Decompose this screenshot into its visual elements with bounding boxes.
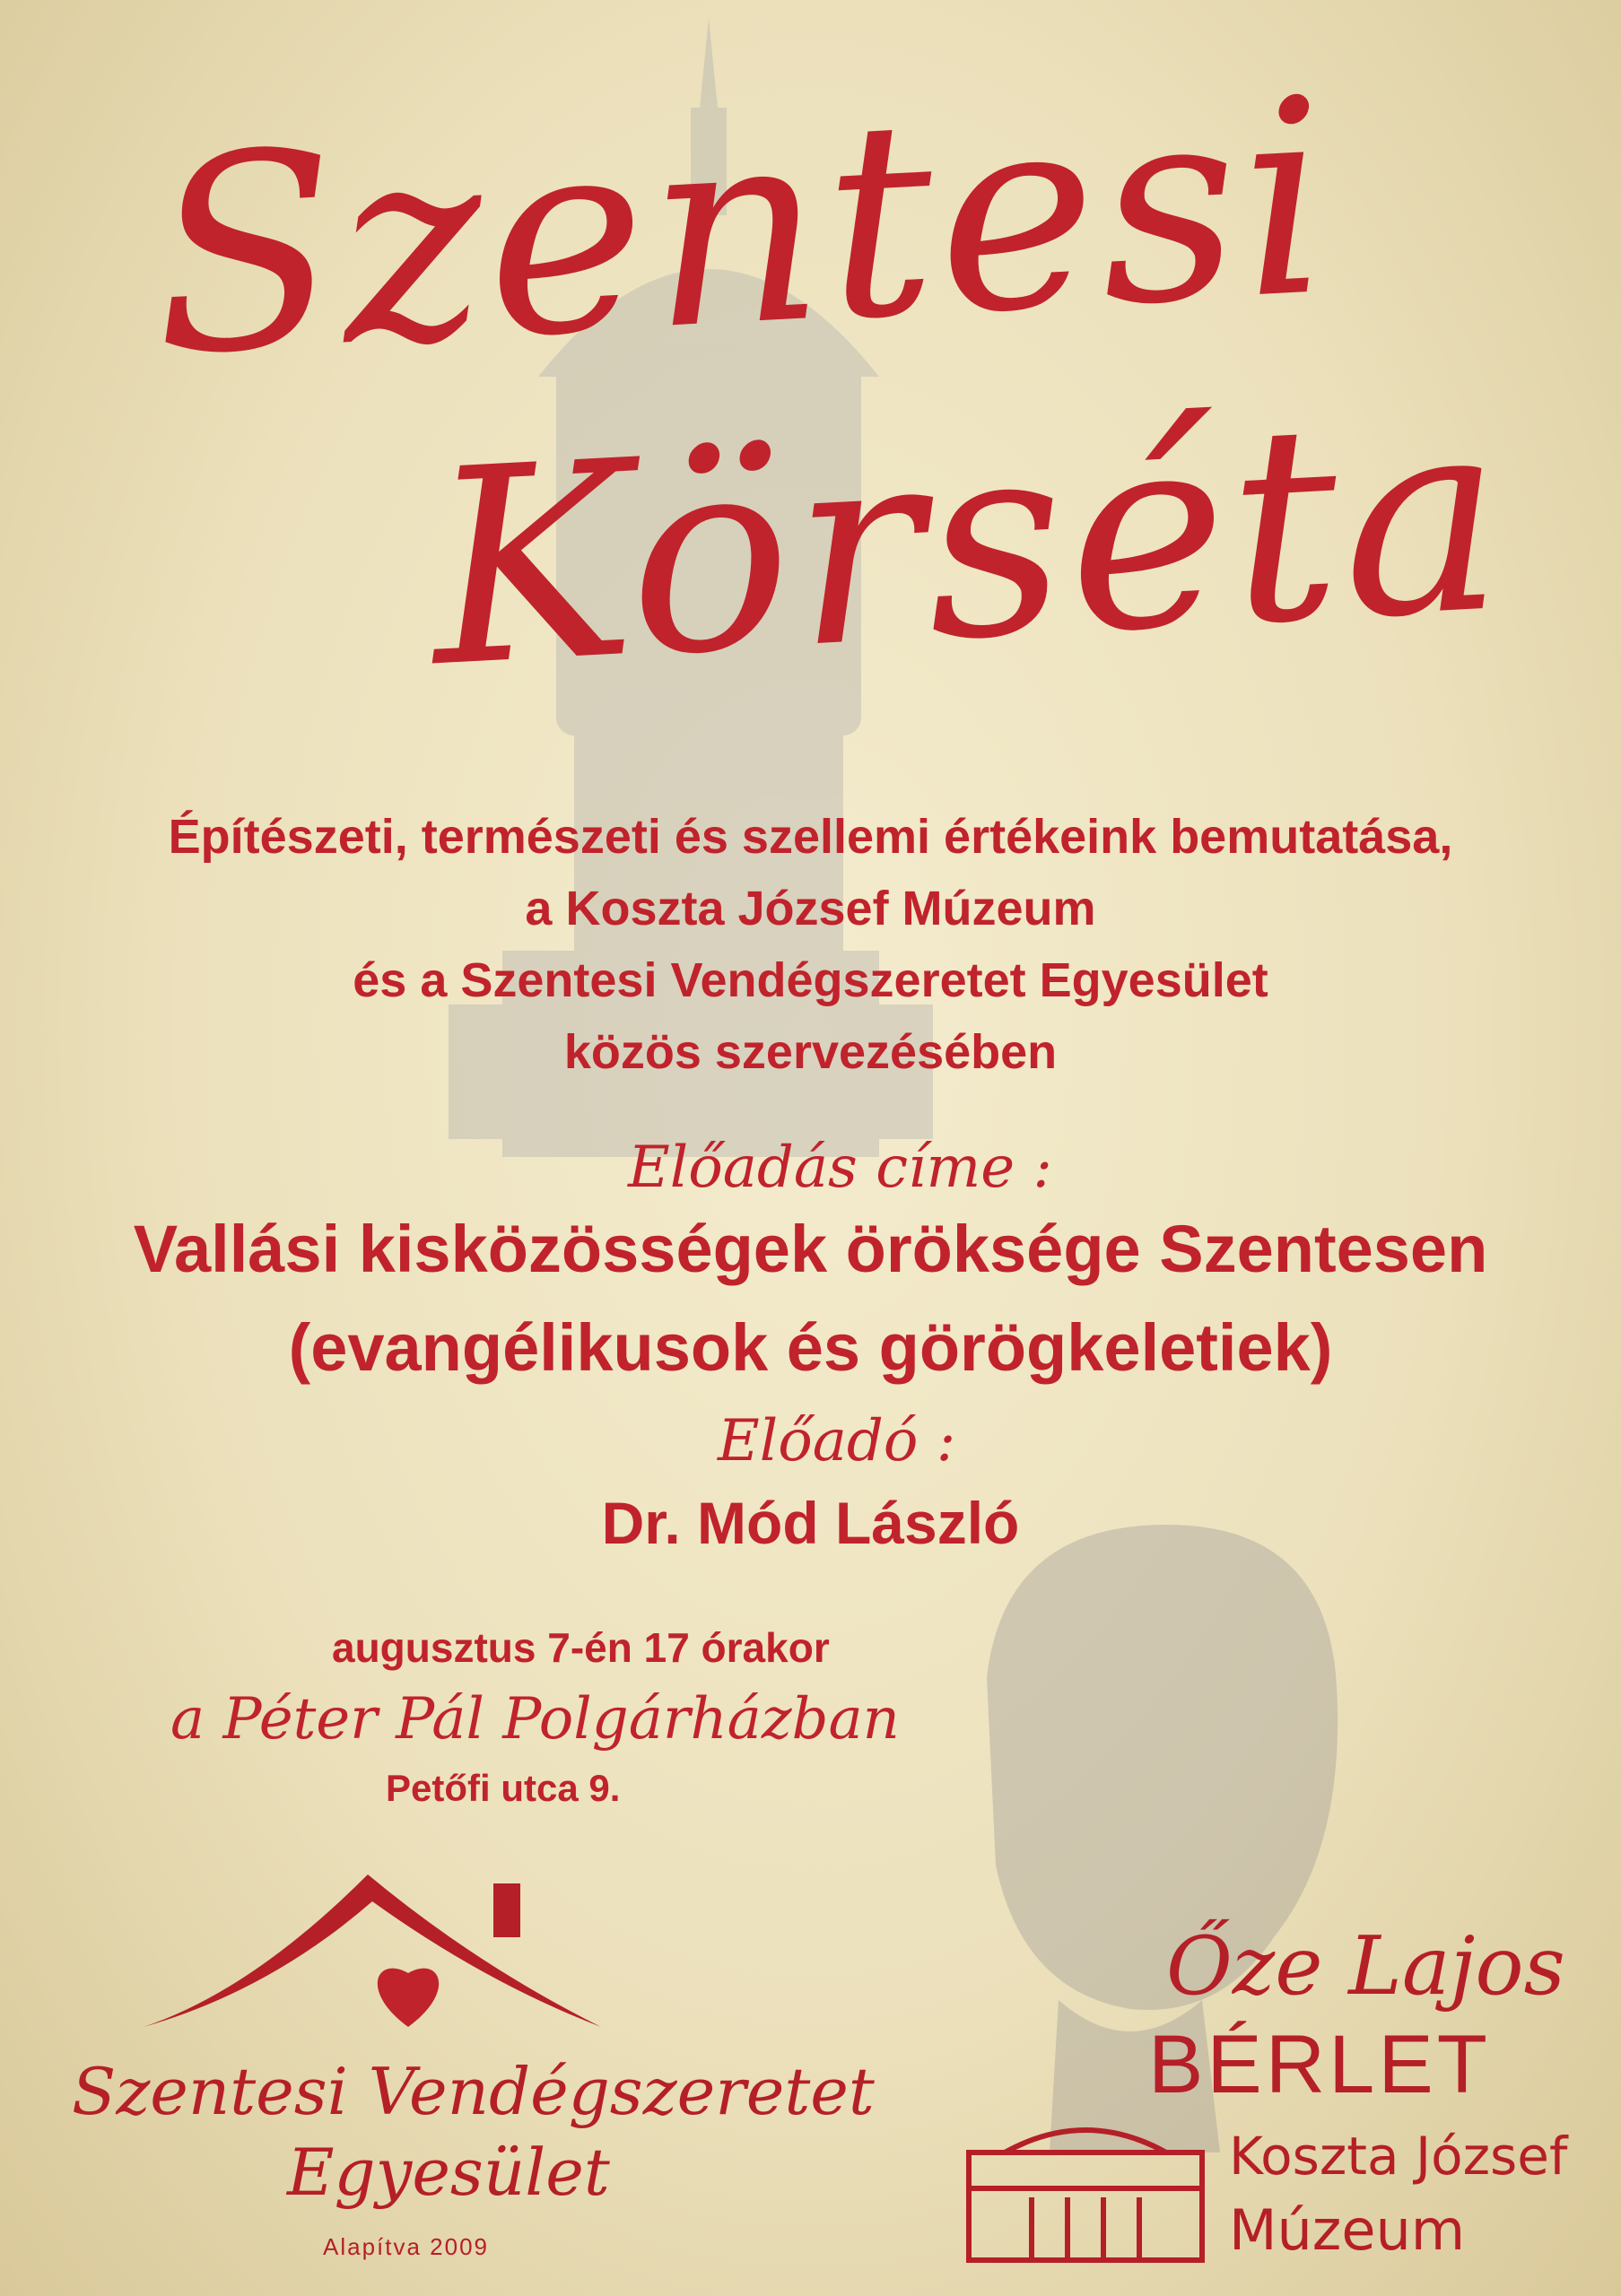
lecture-title-line-2: (evangélikusok és görögkeletiek) <box>288 1310 1333 1385</box>
speaker-name: Dr. Mód László <box>601 1490 1020 1556</box>
intro-line-3: és a Szentesi Vendégszeretet Egyesület <box>353 953 1268 1007</box>
association-name-line-2: Egyesület <box>287 2135 610 2210</box>
chimney-icon <box>493 1883 520 1937</box>
event-address: Petőfi utca 9. <box>386 1767 621 1809</box>
event-date-time: augusztus 7-én 17 órakor <box>332 1624 830 1671</box>
title-line-1: Szentesi <box>144 40 1339 416</box>
lecture-title-label: Előadás címe : <box>628 1135 1052 1201</box>
museum-name-line-1: Koszta József <box>1229 2126 1568 2187</box>
title-line-2: Körséta <box>423 357 1514 727</box>
lecture-title-line-1: Vallási kisközösségek öröksége Szentesen <box>133 1212 1488 1286</box>
heart-icon <box>378 1969 439 2027</box>
speaker-label: Előadó : <box>718 1408 956 1474</box>
museum-building-icon <box>951 2108 1220 2269</box>
association-name-line-1: Szentesi Vendégszeretet <box>72 2054 875 2129</box>
intro-line-4: közös szervezésében <box>563 1025 1058 1079</box>
series-berlet: BÉRLET <box>1148 2019 1491 2110</box>
event-venue: a Péter Pál Polgárházban <box>170 1686 900 1752</box>
series-name: Őze Lajos <box>1166 1919 1565 2013</box>
intro-line-1: Építészeti, természeti és szellemi értékeink bemutatása, <box>168 810 1453 864</box>
house-roof-icon <box>144 1874 601 2027</box>
association-house-logo <box>135 1848 637 2081</box>
intro-line-2: a Koszta József Múzeum <box>525 882 1096 935</box>
museum-name-line-2: Múzeum <box>1229 2197 1466 2263</box>
association-founded: Alapítva 2009 <box>323 2233 490 2260</box>
